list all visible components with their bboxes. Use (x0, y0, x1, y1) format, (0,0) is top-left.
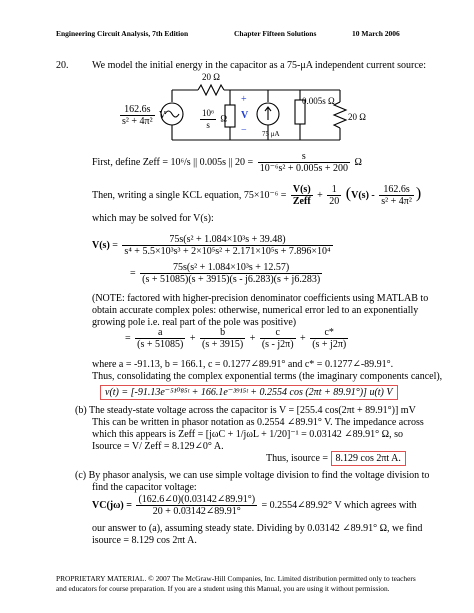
header-left: Engineering Circuit Analysis, 7th Edition (56, 29, 189, 38)
solved-text: which may be solved for V(s): (92, 213, 214, 224)
vc-equation: VC(jω) = $\frac{(162.6\angle 0)(0.03142\angle 89.91^\circ)}{20 + 0.03142\angle 89.91^\circ}$ = 0.2554∠89.92° V which agrees with (92, 494, 417, 517)
thus-line: Thus, consolidating the complex exponential terms (the imaginary components cancel), (92, 371, 443, 382)
inductor-label: 0.005s Ω (302, 96, 335, 106)
partial-fractions: = $\frac{a}{(s + 51085)}$ + $\frac{b}{(s + 3915)}$ + $\frac{c}{(s - j2\pi)}$ + $\frac{c*}{(s + j2\pi)}$ (125, 327, 347, 350)
footer-line-2: and educators for course preparation. If you are a student using this Manual, you are using it without permission. (56, 584, 390, 593)
part-b-line-1: (b) The steady-state voltage across the capacitor is V = [255.4 cos(2πt + 89.91°)] mV (75, 405, 416, 416)
vs-line-1: V(s) = $\frac{\text{75s(s² + 1.084×10³s + 39.48)}}{\text{s⁴ + 5.5×10³s³ + 2×10⁵s² + 2.171×10⁵s + 7.896×10⁴}}$ (92, 234, 331, 257)
part-c-end-1: our answer to (a), assuming steady state. Dividing by 0.03142 ∠89.91° Ω, we find (92, 523, 423, 534)
zeff-line: First, define Zeff = 10⁶/s || 0.005s || 20 = $\frac{s}{\text{10⁻⁶s² + 0.005s + 200}}$ Ω (92, 151, 362, 174)
problem-number: 20. (56, 60, 69, 71)
part-b-line-2: This can be written in phasor notation as 0.2554 ∠89.91° V. The impedance across (92, 417, 424, 428)
current-label: 75 μA (262, 130, 280, 138)
part-b-line-3: which this appears is Zeff = [jωC + 1/jωL + 1/20]⁻¹ = 0.03142 ∠89.91° Ω, so (92, 429, 404, 440)
kcl-line: Then, writing a single KCL equation, 75×10⁻⁶ = $\frac{V(s)}{\text{Zeff}}$ + $\frac{1}{20}$ (V(s) - $\frac{162.6s}{\text{s² + 4π²}}$ ) (92, 184, 422, 207)
footer-line-1: PROPRIETARY MATERIAL. © 2007 The McGraw-Hill Companies, Inc. Limited distribution permitted only to teachers (56, 574, 416, 583)
node-v-label: V (241, 110, 249, 121)
isource-result: Thus, isource = 8.129 cos 2πt A. (266, 453, 406, 464)
r-right-label: 20 Ω (348, 112, 366, 122)
header-right: 10 March 2006 (352, 29, 400, 38)
part-b-line-4: Isource = V/ Zeff = 8.129∠0° A. (92, 441, 224, 452)
note-line-3: growing pole i.e. real part of the pole was positive) (92, 317, 297, 328)
note-line-2: obtain accurate complex poles: otherwise, numerical error led to an exponentially (92, 305, 419, 316)
note-line-1: (NOTE: factored with higher-precision denominator coefficients using MATLAB to (92, 293, 429, 304)
where-line: where a = -91.13, b = 166.1, c = 0.1277∠89.91° and c* = 0.1277∠-89.91°. (92, 359, 394, 370)
minus-sign: − (241, 125, 247, 136)
part-c-line-1: (c) By phasor analysis, we can use simple voltage division to find the voltage division to (75, 470, 430, 481)
header-center: Chapter Fifteen Solutions (234, 29, 317, 38)
vs-line-2: = $\frac{\text{75s(s² + 1.084×10³s + 12.57)}}{(s + 51085)(s + 3915)(s - j6.283)(s + j6.283)}$ (130, 262, 321, 285)
source-label: $\frac{162.6s}{\text{s² + 4π²}}$ V (122, 104, 167, 127)
part-c-end-2: isource = 8.129 cos 2πt A. (92, 535, 197, 546)
capacitor-label: $\frac{\text{10⁶}}{s}$ Ω (202, 108, 228, 130)
plus-sign: + (241, 94, 247, 105)
r-top-label: 20 Ω (202, 72, 220, 82)
part-c-line-2: find the capacitor voltage: (92, 482, 197, 493)
vt-result-box: v(t) = [-91.13e⁻⁵¹⁰⁸⁵ᵗ + 166.1e⁻³⁹¹⁵ᵗ + 0.2554 cos (2πt + 89.91°)] u(t) V (100, 385, 398, 400)
intro-text: We model the initial energy in the capacitor as a 75-μA independent current source: (92, 60, 426, 71)
